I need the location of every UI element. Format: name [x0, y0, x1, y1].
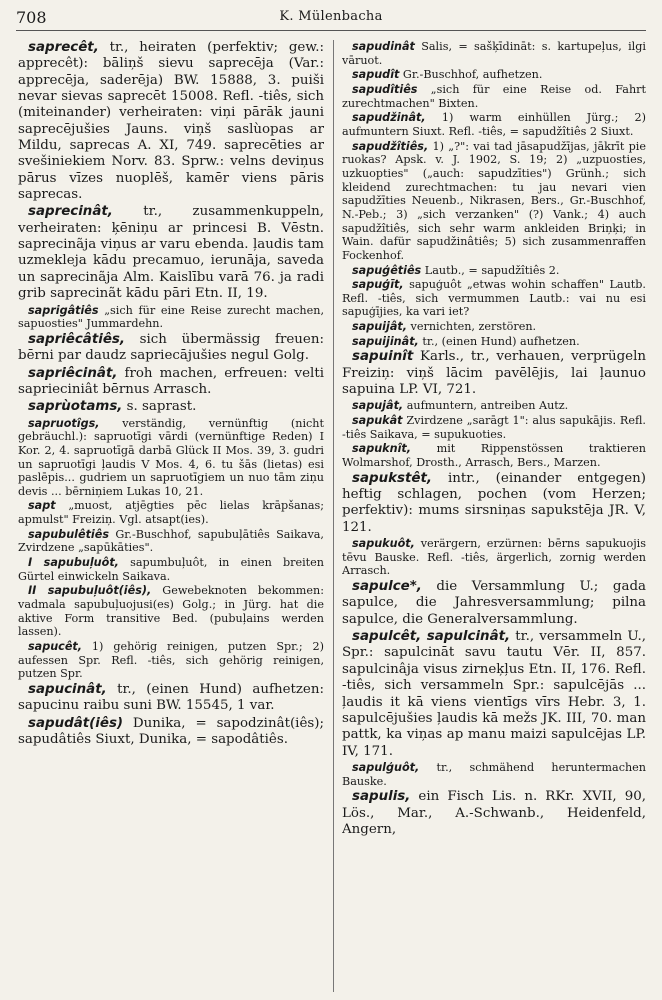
entry-headword: sapudžinât,: [352, 111, 426, 125]
entry-headword: II sapubuļuôt(iês),: [28, 584, 152, 598]
entry-headword: saprùotams,: [28, 399, 123, 415]
entry-headword: sapt: [28, 499, 56, 513]
entry-headword: sapudžîtiês,: [352, 139, 429, 153]
entry-headword: sapukât: [352, 414, 403, 428]
dictionary-entry: [342, 399, 646, 413]
entry-definition: tr., versammeln U., Spr.: sapulcināt savu tautu Vēr. II, 857. sapulcinâja visus zirneķļus Etn. II, 176. Refl. -tiês, sich versammeln Spr.: sapulcējās ... ļaudis it kā viens vientīgs vīrs Hebr. 3, 1. sapulcējušies ļaudis kā mežs JK. III, 70. man pattk, ka viņas ap manu maizi sapulcējas LP. IV, 171.: [342, 629, 646, 759]
entry-definition: 1) warm einhüllen Jürg.; 2) aufmuntern Siuxt. Refl. -tiês, = sapudžîtiês 2 Siuxt.: [342, 111, 646, 138]
dictionary-entry: [342, 68, 646, 82]
running-head: K. Mülenbacha: [279, 9, 383, 24]
entry-headword: sapudinât: [352, 40, 415, 53]
entry-headword: sapulce*,: [352, 579, 422, 595]
dictionary-entry: [342, 40, 646, 67]
entry-definition: „sich für eine Reise od. Fahrt zurechtmachen" Bixten.: [342, 82, 646, 110]
entry-definition: Gewebeknoten bekommen: vadmala sapubuļuojusi(es) Golg.; in Jürg. hat die aktive Form transitive Bed. (pubuļains werden lassen).: [18, 584, 324, 639]
entry-definition: Salis, = sašķīdināt: s. kartupeļus, ilgi vāruot.: [342, 40, 646, 67]
right-column: [342, 40, 646, 992]
dictionary-entry: [18, 204, 324, 302]
entry-headword: sapulcêt, sapulcinât,: [352, 629, 511, 645]
dictionary-entry: [342, 320, 646, 334]
dictionary-entry: [342, 579, 646, 628]
entry-definition: sapumbuļuôt, in einen breiten Gürtel einwickeln Saikava.: [18, 556, 324, 583]
entry-headword: sapujât,: [352, 399, 404, 413]
entry-definition: mit Rippenstössen traktieren Wolmarshof, Drosth., Arrasch, Bers., Marzen.: [342, 442, 646, 470]
dictionary-entry: [18, 304, 324, 331]
entry-headword: sapucêt,: [28, 640, 82, 654]
entry-definition: ein Fisch Lis. n. RKr. XVII, 90, Lös., Mar., A.-Schwanb., Heidenfeld, Angern,: [342, 789, 646, 837]
dictionary-entry: [18, 528, 324, 555]
dictionary-entry: [18, 499, 324, 526]
entry-headword: sapriêcâtiês,: [28, 331, 125, 347]
entry-headword: sapuģêtiês: [352, 263, 422, 277]
dictionary-entry: [342, 442, 646, 469]
entry-definition: Dunika, = sapodzinât(iês); sapudâtiês Siuxt, Dunika, = sapodâtiês.: [18, 715, 324, 748]
entry-headword: sapukstêt,: [352, 470, 432, 486]
column-divider: [333, 40, 334, 992]
entry-headword: sapukuôt,: [352, 537, 415, 551]
entry-definition: „muost, atjēgties pēc lielas krāpšanas; apmulst" Freiziņ. Vgl. atsapt(ies).: [18, 499, 324, 527]
dictionary-entry: [342, 761, 646, 788]
entry-definition: 1) „?": vai tad jāsapudžījas, jākrīt pie ruokas? Apsk. v. J. 1902, S. 19; 2) „uzpuosties, uzkuopties" („auch: sapudzīties") Grünh.; sich kleidend zurechtmachen: tu jau nevari vien sapudžīties Neuenb., Nikrasen, Bers., Gr.-Buschhof, N.-Peb.; 3) „sich verzanken" (?) Vank.; 4) auch sapudžîtiês, sich sehr warm ankleiden Briņķi; in Wain. dafür sapudžinâtiês; 5) sich zusammenraffen Fockenhof.: [342, 139, 646, 262]
entry-definition: sich übermässig freuen: bērni par daudz sapriecājušies negul Golg.: [18, 331, 324, 364]
entry-definition: aufmuntern, antreiben Autz.: [403, 399, 569, 413]
dictionary-entry: [18, 366, 324, 399]
dictionary-entry: [18, 716, 324, 749]
entry-headword: sapucinât,: [28, 682, 107, 697]
dictionary-entry: [342, 537, 646, 578]
entry-definition: froh machen, erfreuen: velti saprieciniât bērnus Arrasch.: [18, 365, 324, 397]
entry-definition: verständig, vernünftig (nicht gebräuchl.): sapruotīgi vārdi (vernünftige Reden) I Kor. 2, 4. sapruotīgā darbā Glück II Mos. 39, 3. gudri un sapruotīgi ļaudis V Mos. 4, 6. tu šās (lietas) esi paslēpis... gudriem un sapruotīgiem un nuo tām ziņu devis ... bērniņiem Lukas 10, 21.: [18, 416, 324, 498]
entry-definition: verärgern, erzürnen: bērns sapukuojis tēvu Bauske. Refl. -tiês, ärgerlich, zornig werden Arrasch.: [342, 537, 646, 578]
left-column: [18, 40, 324, 992]
dictionary-entry: [18, 417, 324, 499]
dictionary-entry: [18, 399, 324, 415]
dictionary-entry: [18, 40, 324, 203]
entry-headword: sapuinît: [352, 349, 414, 365]
dictionary-entry: [18, 682, 324, 715]
entry-definition: tr., (einen Hund) aufhetzen: sapucinu raibu suni BW. 15545, 1 var.: [18, 682, 324, 714]
entry-definition: vernichten, zerstören.: [407, 320, 537, 334]
entry-headword: sapuijât,: [352, 320, 407, 334]
entry-definition: sapuģuôt „etwas wohin schaffen" Lautb. Refl. -tiês, sich vermummen Lautb.: vai nu esi sapuģījies, ka vari iet?: [342, 278, 646, 319]
dictionary-entry: [342, 349, 646, 398]
entry-headword: saprecêt,: [28, 40, 99, 55]
entry-headword: sapudât(iês): [28, 715, 124, 731]
entry-headword: sapubulêtiês: [28, 527, 110, 541]
entry-definition: tr., (einen Hund) aufhetzen.: [418, 334, 580, 348]
entry-definition: s. saprast.: [122, 399, 197, 415]
entry-headword: sapudît: [352, 68, 400, 82]
entry-definition: Gr.-Buschhof, sapubuļātiês Saikava, Zvirdzene „sapūkāties".: [18, 527, 324, 555]
entry-headword: sapuģīt,: [352, 278, 404, 292]
entry-headword: sapudîtiês: [352, 82, 418, 96]
entry-headword: sapulģuôt,: [352, 760, 420, 774]
dictionary-entry: [18, 556, 324, 583]
entry-definition: tr., heiraten (perfektiv; gew.: apprecêt): bāliņš sievu saprecēja (Var.: apprecēja, saderēja) BW. 15888, 3. puiši nevar sievas saprecēt 15008. Refl. -tiês, sich (miteinander) verheiraten: viņi pārāk jauni saprecējušies Jauns. viņš saslùopas ar Mildu, saprecas A. XI, 749. saprecēties ar svešiniekiem Norv. 83. Sprw.: velns deviņus pārus vīzes nuoplēš, kamēr viens pāris saprecas.: [18, 40, 324, 203]
entry-definition: tr., zusammenkuppeln, verheiraten: ķēniņu ar princesi B. Vēstn. saprecinãja viņus ar varu ebenda. ļaudis tam uzmekleja kādu precamuo, ierunāja, saveda un saprecinãja Alm. Kaislību varā 76. ja radi grib saprecinãt kādu pāri Etn. II, 19.: [18, 204, 324, 302]
entry-headword: I sapubuļuôt,: [28, 556, 119, 570]
entry-headword: sapriêcinât,: [28, 365, 118, 381]
entry-headword: saprigâtiês: [28, 303, 99, 317]
dictionary-entry: [18, 640, 324, 681]
entry-definition: Gr.-Buschhof, aufhetzen.: [399, 68, 543, 82]
entry-headword: sapulis,: [352, 789, 411, 805]
entry-definition: die Versammlung U.; gada sapulce, die Jahresversammlung; pilna sapulce, die Generalversammlung.: [342, 579, 646, 627]
header-rule: [16, 30, 646, 31]
entry-headword: sapuijinât,: [352, 334, 419, 348]
dictionary-entry: [342, 335, 646, 349]
entry-headword: sapruotîgs,: [28, 416, 100, 430]
page-number: 708: [16, 8, 47, 27]
dictionary-entry: [342, 278, 646, 319]
dictionary-entry: [342, 629, 646, 760]
entry-definition: Lautb., = sapudžîtiês 2.: [421, 263, 560, 277]
entry-definition: intr., (einander entgegen) heftig schlagen, pochen (vom Herzen; perfektiv): mums sirsniņas sapukstēja JR. V, 121.: [342, 470, 646, 535]
entry-headword: sapuknît,: [352, 442, 412, 456]
entry-definition: 1) gehörig reinigen, putzen Spr.; 2) aufessen Spr. Refl. -tiês, sich gehörig reinigen, putzen Spr.: [18, 640, 324, 681]
dictionary-entry: [342, 111, 646, 138]
entry-definition: tr., schmähend heruntermachen Bauske.: [342, 760, 646, 788]
entry-definition: „sich für eine Reise zurecht machen, sapuosties" Jummardehn.: [18, 303, 324, 331]
entry-definition: Karls., tr., verhauen, verprügeln Freiziņ: viņš lācim pavēlējis, lai ļaunuo sapuina LP. VI, 721.: [342, 349, 646, 398]
dictionary-entry: [18, 332, 324, 365]
dictionary-entry: [342, 471, 646, 536]
dictionary-entry: [342, 414, 646, 441]
entry-definition: Zvirdzene „sarāgt 1": alus sapukājis. Refl. -tiês Saikava, = supukuoties.: [342, 414, 646, 441]
entry-headword: saprecinât,: [28, 204, 113, 220]
dictionary-entry: [342, 83, 646, 110]
dictionary-entry: [18, 584, 324, 639]
page-header: [16, 8, 646, 30]
dictionary-entry: [342, 264, 646, 278]
dictionary-entry: [342, 140, 646, 263]
dictionary-entry: [342, 789, 646, 838]
